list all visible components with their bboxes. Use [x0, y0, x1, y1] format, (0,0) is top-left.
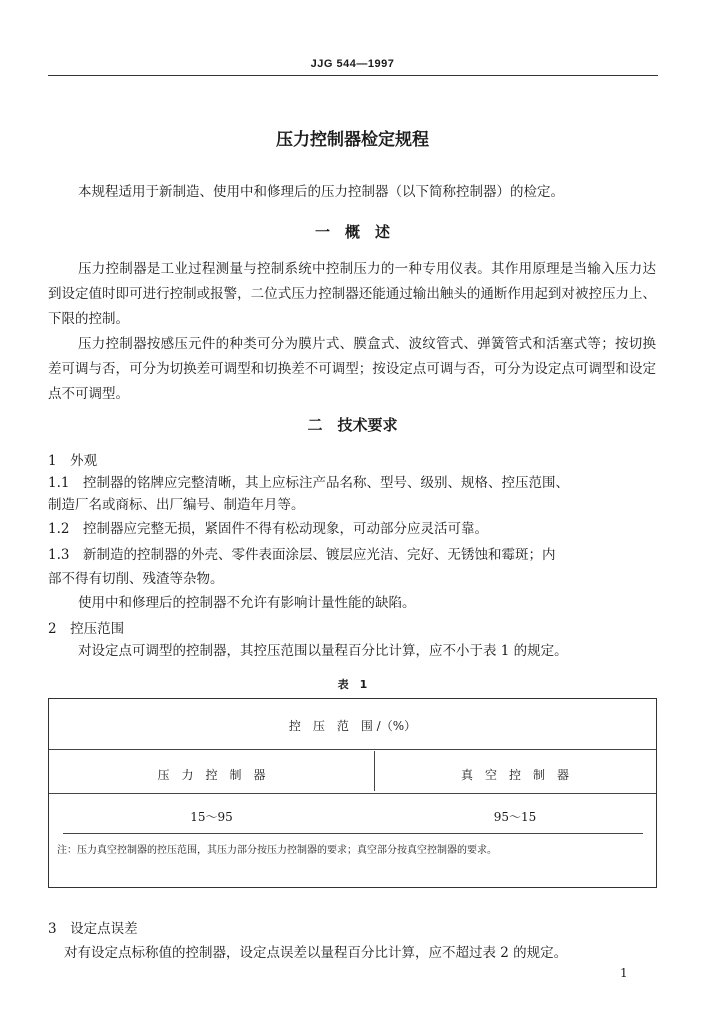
column-vacuum-controller: 真 空 控 制 器: [460, 768, 569, 782]
page-title: 压力控制器检定规程: [276, 130, 429, 150]
section-1-heading: 一 概 述: [314, 223, 390, 241]
vacuum-range-value: 95～15: [493, 810, 537, 824]
column-pressure-controller: 压 力 控 制 器: [157, 768, 266, 782]
table-row-divider: [49, 793, 656, 794]
item-1-1-line-1: 1.1 控制器的铭牌应完整清晰，其上应标注产品名称、型号、级别、规格、控压范围、: [48, 475, 569, 491]
table-1-caption: 表 1: [337, 678, 368, 691]
table-1: [48, 698, 657, 888]
table-header-cell: 控 压 范 围 /（%）: [288, 719, 417, 733]
section-1-paragraph-2: 压力控制器按感压元件的种类可分为膜片式、膜盒式、波纹管式、弹簧管式和活塞式等；按切换差可调与否，可分为切换差可调型和切换差不可调型；按设定点可调与否，可分为设定点可调型和设定点不可调型。: [48, 336, 656, 402]
item-1-3-line-1: 1.3 新制造的控制器的外壳、零件表面涂层、镀层应光洁、完好、无锈蚀和霉斑；内: [48, 547, 556, 563]
document-code-header: JJG 544—1997: [310, 58, 395, 70]
item-1-3-line-2: 部不得有切削、残渣等杂物。: [48, 571, 224, 587]
page-number: 1: [620, 966, 628, 980]
item-1-2: 1.2 控制器应完整无损，紧固件不得有松动现象，可动部分应灵活可靠。: [48, 521, 488, 537]
header-rule: [48, 75, 658, 76]
item-2-heading: 2 控压范围: [48, 621, 125, 637]
intro-paragraph: 本规程适用于新制造、使用中和修理后的压力控制器（以下简称控制器）的检定。: [78, 184, 564, 200]
section-1-paragraph-1: 压力控制器是工业过程测量与控制系统中控制压力的一种专用仪表。其作用原理是当输入压力达到设定值时即可进行控制或报警，二位式压力控制器还能通过输出触头的通断作用起到对被控压力上、下限的控制。: [48, 261, 656, 327]
item-3-text: 对有设定点标称值的控制器，设定点误差以量程百分比计算，应不超过表 2 的规定。: [64, 945, 568, 961]
table-row-divider: [49, 749, 656, 750]
item-1-heading: 1 外观: [48, 453, 98, 469]
item-1-3-note: 使用中和修理后的控制器不允许有影响计量性能的缺陷。: [78, 595, 416, 611]
item-1-1-line-2: 制造厂名或商标、出厂编号、制造年月等。: [48, 497, 305, 513]
item-2-text: 对设定点可调型的控制器，其控压范围以量程百分比计算，应不小于表 1 的规定。: [78, 643, 568, 659]
table-note: 注：压力真空控制器的控压范围，其压力部分按压力控制器的要求；真空部分按真空控制器的要求。: [57, 845, 497, 856]
item-3-heading: 3 设定点误差: [48, 921, 138, 937]
pressure-range-value: 15～95: [190, 810, 233, 824]
table-note-divider: [63, 833, 643, 834]
section-2-heading: 二 技术要求: [307, 416, 398, 434]
